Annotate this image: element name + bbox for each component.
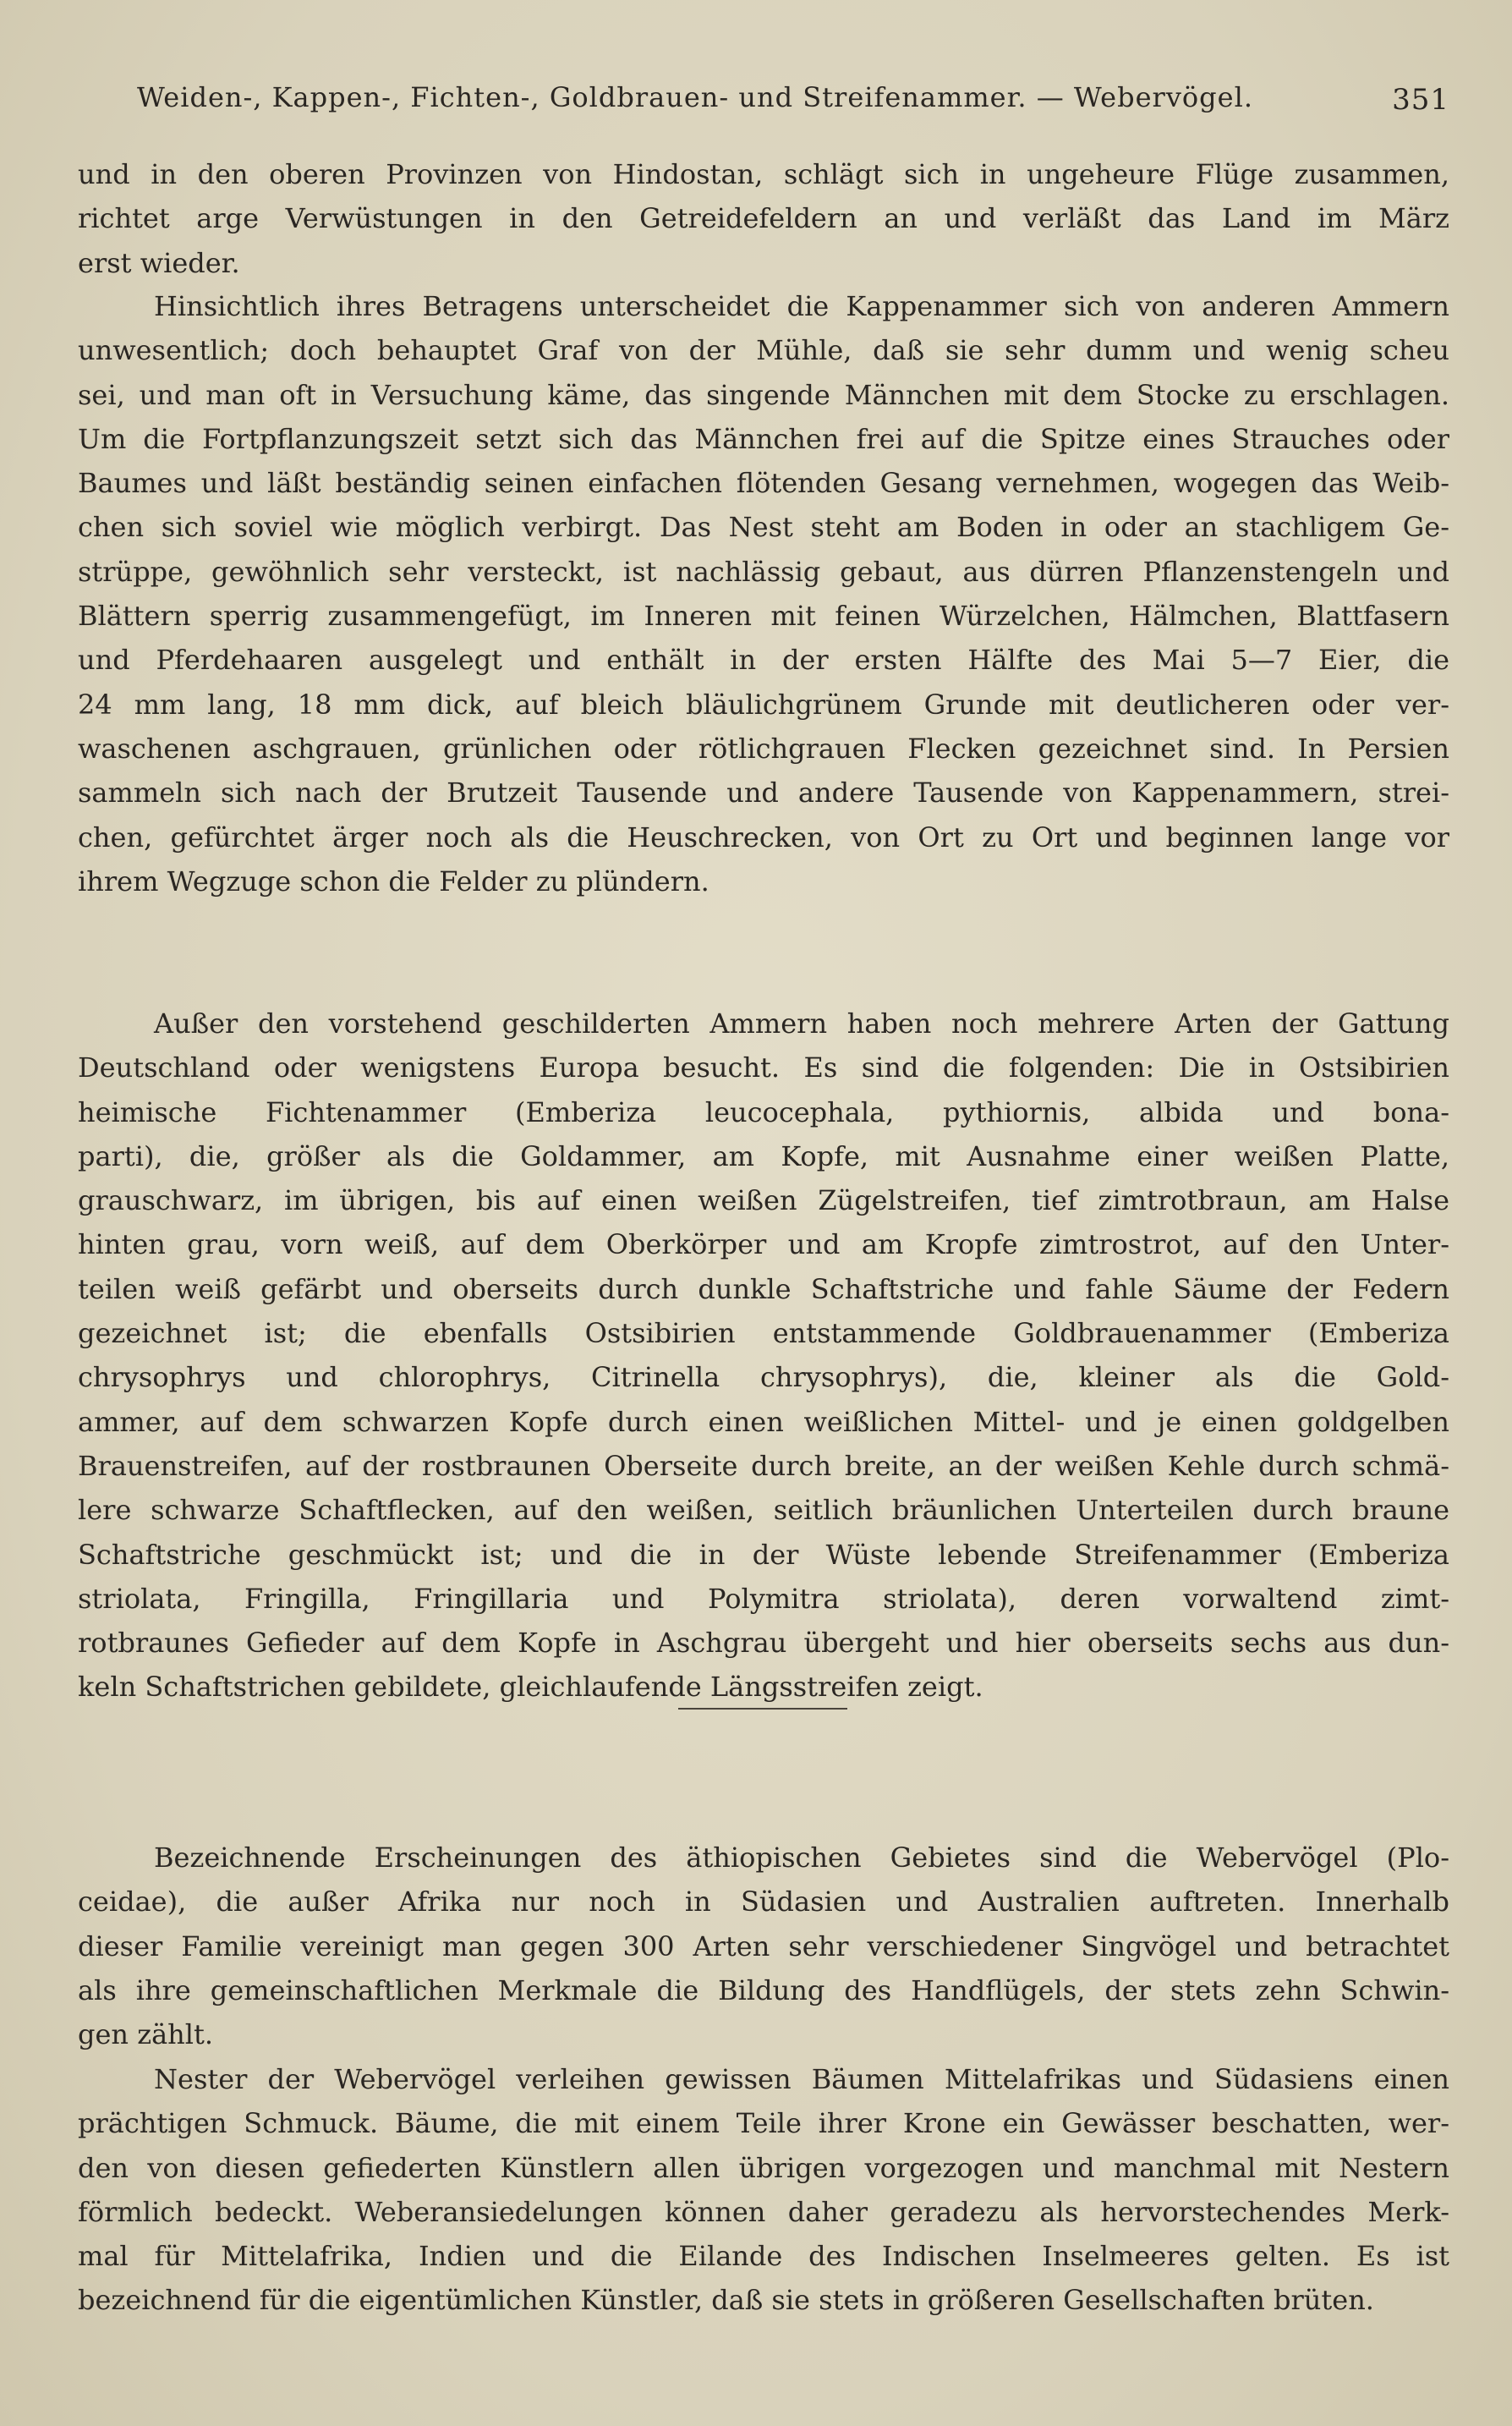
text-line: Brauenstreifen, auf der rostbraunen Oberseite durch breite, an der weißen Kehle durch schmä- bbox=[78, 1449, 1449, 1482]
text-line: Nester der Webervögel verleihen gewissen Bäumen Mittelafrikas und Südasiens einen bbox=[154, 2063, 1449, 2095]
text-line: Bezeichnende Erscheinungen des äthiopischen Gebietes sind die Webervögel (Plo- bbox=[154, 1841, 1449, 1874]
text-line: Hinsichtlich ihres Betragens unterscheidet die Kappenammer sich von anderen Ammern bbox=[154, 290, 1449, 322]
text-line: sei, und man oft in Versuchung käme, das singende Männchen mit dem Stocke zu erschlagen. bbox=[78, 378, 1449, 411]
text-line: hinten grau, vorn weiß, auf dem Oberkörper und am Kropfe zimtrostrot, auf den Unter- bbox=[78, 1228, 1449, 1261]
text-line: erst wieder. bbox=[78, 246, 240, 279]
text-line: ammer, auf dem schwarzen Kopfe durch einen weißlichen Mittel- und je einen goldgelben bbox=[78, 1405, 1449, 1438]
running-head bbox=[78, 81, 1449, 132]
text-line: lere schwarze Schaftflecken, auf den weißen, seitlich bräunlichen Unterteilen durch braune bbox=[78, 1494, 1449, 1527]
text-line: Schaftstriche geschmückt ist; und die in der Wüste lebende Streifenammer (Emberiza bbox=[78, 1538, 1449, 1571]
paragraph-continuation bbox=[78, 152, 1449, 285]
text-line: ceidae), die außer Afrika nur noch in Südasien und Australien auftreten. Innerhalb bbox=[78, 1885, 1449, 1918]
text-line: 24 mm lang, 18 mm dick, auf bleich bläulichgrünem Grunde mit deutlicheren oder ver- bbox=[78, 688, 1449, 721]
text-line: und in den oberen Provinzen von Hindostan, schlägt sich in ungeheure Flüge zusammen, bbox=[78, 158, 1449, 190]
text-line: heimische Fichtenammer (Emberiza leucocephala, pythiornis, albida und bona- bbox=[78, 1095, 1449, 1128]
text-line: Außer den vorstehend geschilderten Ammern haben noch mehrere Arten der Gattung bbox=[154, 1007, 1449, 1040]
running-head-title: Weiden-, Kappen-, Fichten-, Goldbrauen- und Streifenammer. — Webervögel. bbox=[137, 81, 1253, 113]
text-line: als ihre gemeinschaftlichen Merkmale die Bildung des Handflügels, der stets zehn Schwin- bbox=[78, 1973, 1449, 2006]
text-line: waschenen aschgrauen, grünlichen oder rötlichgrauen Flecken gezeichnet sind. In Persien bbox=[78, 732, 1449, 765]
text-line: gen zählt. bbox=[78, 2018, 214, 2051]
text-line: chen, gefürchtet ärger noch als die Heuschrecken, von Ort zu Ort und beginnen lange vor bbox=[78, 821, 1449, 853]
text-line: bezeichnend für die eigentümlichen Künstler, daß sie stets in größeren Gesellschaften brüten. bbox=[78, 2284, 1374, 2317]
text-line: richtet arge Verwüstungen in den Getreidefeldern an und verläßt das Land im März bbox=[78, 202, 1449, 235]
text-line: keln Schaftstrichen gebildete, gleichlaufende Längsstreifen zeigt. bbox=[78, 1671, 983, 1704]
text-line: gezeichnet ist; die ebenfalls Ostsibirien entstammende Goldbrauenammer (Emberiza bbox=[78, 1317, 1449, 1350]
text-line: prächtigen Schmuck. Bäume, die mit einem Teile ihrer Krone ein Gewässer beschatten, wer- bbox=[78, 2107, 1449, 2140]
text-line: rotbraunes Gefieder auf dem Kopfe in Aschgrau übergeht und hier oberseits sechs aus dun- bbox=[78, 1627, 1449, 1660]
text-line: parti), die, größer als die Goldammer, am Kopfe, mit Ausnahme einer weißen Platte, bbox=[78, 1139, 1449, 1172]
text-line: unwesentlich; doch behauptet Graf von der Mühle, daß sie sehr dumm und wenig scheu bbox=[78, 334, 1449, 367]
text-line: ihrem Wegzuge schon die Felder zu plündern. bbox=[78, 864, 709, 897]
paragraph-webervoegel bbox=[78, 1836, 1449, 2056]
text-line: Blättern sperrig zusammengefügt, im Inneren mit feinen Würzelchen, Hälmchen, Blattfasern bbox=[78, 600, 1449, 633]
text-line: sammeln sich nach der Brutzeit Tausende und andere Tausende von Kappenammern, strei- bbox=[78, 777, 1449, 810]
text-line: Baumes und läßt beständig seinen einfachen flötenden Gesang vernehmen, wogegen das Weib- bbox=[78, 467, 1449, 500]
page-number: 351 bbox=[1392, 83, 1449, 117]
text-line: und Pferdehaaren ausgelegt und enthält in der ersten Hälfte des Mai 5—7 Eier, die bbox=[78, 644, 1449, 677]
paragraph-kappenammer bbox=[78, 284, 1449, 903]
text-line: teilen weiß gefärbt und oberseits durch dunkle Schaftstriche und fahle Säume der Federn bbox=[78, 1272, 1449, 1305]
paragraph-ammern-arten bbox=[78, 1002, 1449, 1710]
text-line: Deutschland oder wenigstens Europa besucht. Es sind die folgenden: Die in Ostsibirien bbox=[78, 1051, 1449, 1084]
text-line: chen sich soviel wie möglich verbirgt. Das Nest steht am Boden in oder an stachligem Ge- bbox=[78, 511, 1449, 544]
text-line: förmlich bedeckt. Weberansiedelungen können daher geradezu als hervorstechendes Merk- bbox=[78, 2195, 1449, 2228]
paragraph-nester bbox=[78, 2057, 1449, 2323]
book-page bbox=[78, 71, 1449, 2389]
text-line: grauschwarz, im übrigen, bis auf einen weißen Zügelstreifen, tief zimtrotbraun, am Halse bbox=[78, 1184, 1449, 1217]
text-line: dieser Familie vereinigt man gegen 300 Arten sehr verschiedener Singvögel und betrachtet bbox=[78, 1929, 1449, 1962]
text-line: mal für Mittelafrika, Indien und die Eilande des Indischen Inselmeeres gelten. Es ist bbox=[78, 2240, 1449, 2273]
text-line: striolata, Fringilla, Fringillaria und Polymitra striolata), deren vorwaltend zimt- bbox=[78, 1582, 1449, 1615]
text-line: strüppe, gewöhnlich sehr versteckt, ist nachlässig gebaut, aus dürren Pflanzenstengeln und bbox=[78, 555, 1449, 588]
section-divider bbox=[678, 1708, 847, 1710]
text-line: den von diesen gefiederten Künstlern allen übrigen vorgezogen und manchmal mit Nestern bbox=[78, 2151, 1449, 2184]
text-line: Um die Fortpflanzungszeit setzt sich das Männchen frei auf die Spitze eines Strauches oder bbox=[78, 422, 1449, 455]
text-line: chrysophrys und chlorophrys, Citrinella chrysophrys), die, kleiner als die Gold- bbox=[78, 1361, 1449, 1394]
